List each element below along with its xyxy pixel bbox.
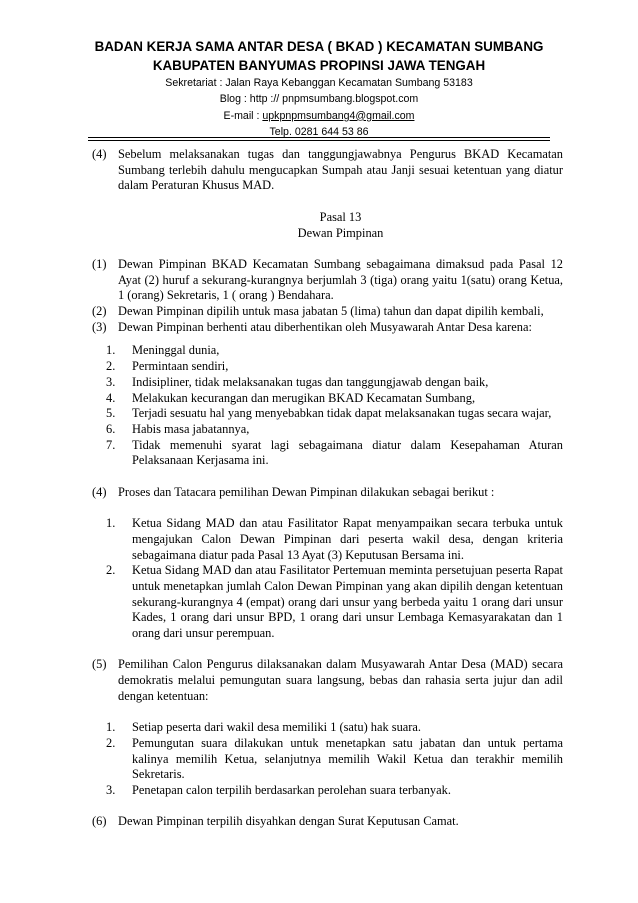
list-text: Setiap peserta dari wakil desa memiliki 1 (satu) hak suara. <box>132 720 422 735</box>
paragraph-2 <box>92 304 563 320</box>
list-text: Ketua Sidang MAD dan atau Fasilitator Pertemuan meminta persetujuan peserta Rapat untuk menetapkan jumlah Calon Dewan Pimpinan yang akan dipilih dengan ketentuan sekurang-kurangnya 4 (empat) orang dari unsur yang berbeda yaitu 1 orang dari unsur Kades, 1 orang dari unsur BPD, 1 orang dari unsur Lembaga Kemasyarakatan dan 1 orang dari unsur perempuan. <box>132 563 563 641</box>
letterhead <box>0 38 638 140</box>
list-text: Indisipliner, tidak melaksanakan tugas dan tanggungjawab dengan baik, <box>132 374 489 389</box>
paragraph-number: (5) <box>92 657 107 672</box>
list-text: Pemungutan suara dilakukan untuk menetapkan satu jabatan dan untuk pertama kalinya memilih Ketua, selanjutnya memilih Wakil Ketua dan terakhir memilih Sekretaris. <box>132 735 563 782</box>
list-text: Habis masa jabatannya, <box>132 421 250 436</box>
list-text: Meninggal dunia, <box>132 343 220 358</box>
paragraph-text: Dewan Pimpinan dipilih untuk masa jabatan 5 (lima) tahun dan dapat dipilih kembali, <box>118 304 544 318</box>
list-text: Terjadi sesuatu hal yang menyebabkan tidak dapat melaksanakan tugas secara wajar, <box>132 406 552 421</box>
document-body <box>92 147 563 830</box>
list-text: Permintaan sendiri, <box>132 359 229 374</box>
list-number: 3. <box>106 374 116 389</box>
paragraph-text: Dewan Pimpinan BKAD Kecamatan Sumbang sebagaimana dimaksud pada Pasal 12 Ayat (2) huruf a sekurang-kurangnya berjumlah 3 (tiga) orang yaitu 1(satu) orang Ketua, 1 (orang) Sekretaris, 1 ( orang ) Bendahara. <box>118 256 563 303</box>
paragraph-4-top <box>92 147 563 194</box>
header-divider-bottom <box>88 140 550 141</box>
letterhead-blog: Blog : http :// pnpmsumbang.blogspot.com <box>219 93 419 106</box>
paragraph-text: Pemilihan Calon Pengurus dilaksanakan dalam Musyawarah Antar Desa (MAD) secara demokratis melalui pemungutan suara langsung, bebas dan rahasia serta jujur dan adil dengan ketentuan: <box>118 657 563 703</box>
paragraph-1 <box>92 257 563 304</box>
paragraph-text: Sebelum melaksanakan tugas dan tanggungjawabnya Pengurus BKAD Kecamatan Sumbang terlebih dahulu mengucapkan Sumpah atau Janji sesuai ketentuan yang diatur dalam Peraturan Khusus MAD. <box>118 147 563 193</box>
paragraph-5 <box>92 657 563 704</box>
paragraph-number: (6) <box>92 814 107 829</box>
email-label: E-mail : <box>223 109 263 122</box>
paragraph-text: Dewan Pimpinan berhenti atau diberhentikan oleh Musyawarah Antar Desa karena: <box>118 319 532 334</box>
list-text: Melakukan kecurangan dan merugikan BKAD Kecamatan Sumbang, <box>132 390 476 405</box>
list-number: 1. <box>106 343 116 358</box>
list-item <box>106 422 563 438</box>
letterhead-line-1: BADAN KERJA SAMA ANTAR DESA ( BKAD ) KECAMATAN SUMBANG <box>94 39 544 54</box>
list-item <box>106 343 563 359</box>
paragraph-number: (3) <box>92 319 107 334</box>
letterhead-phone: Telp. 0281 644 53 86 <box>269 125 369 138</box>
list-item <box>106 563 563 642</box>
list-item <box>106 391 563 407</box>
paragraph-3 <box>92 320 563 336</box>
list-number: 6. <box>106 421 116 436</box>
list-item <box>106 359 563 375</box>
paragraph-4 <box>92 485 563 501</box>
list-item <box>106 438 563 469</box>
paragraph-text: Proses dan Tatacara pemilihan Dewan Pimpinan dilakukan sebagai berikut : <box>118 484 495 499</box>
paragraph-text: Dewan Pimpinan terpilih disyahkan dengan Surat Keputusan Camat. <box>118 814 459 829</box>
paragraph-6 <box>92 814 563 830</box>
list-number: 1. <box>106 720 116 735</box>
list-number: 1. <box>106 516 116 531</box>
list-number: 2. <box>106 735 116 750</box>
letterhead-address: Sekretariat : Jalan Raya Kebanggan Kecamatan Sumbang 53183 <box>165 77 473 89</box>
list-item <box>106 720 563 736</box>
paragraph-number: (2) <box>92 304 107 318</box>
list-item <box>106 783 563 799</box>
list-number: 2. <box>106 359 116 374</box>
list-item <box>106 516 563 563</box>
paragraph-number: (4) <box>92 484 107 499</box>
list-item <box>106 736 563 783</box>
list-item <box>106 406 563 422</box>
paragraph-number: (4) <box>92 147 107 161</box>
letterhead-line-2: KABUPATEN BANYUMAS PROPINSI JAWA TENGAH <box>152 58 486 73</box>
list-number: 4. <box>106 390 116 405</box>
pasal-subtitle: Dewan Pimpinan <box>297 225 384 240</box>
list-item <box>106 375 563 391</box>
email-link[interactable]: upkpnpmsumbang4@gmail.com <box>262 109 415 122</box>
list-text: Ketua Sidang MAD dan atau Fasilitator Rapat menyampaikan secara terbuka untuk mengajukan Calon Dewan Pimpinan dari peserta wakil desa, dengan kriteria sebagaimana diatur pada Pasal 13 Ayat (3) Keputusan Bersama ini. <box>132 516 563 562</box>
list-number: 3. <box>106 783 116 798</box>
list-text: Penetapan calon terpilih berdasarkan perolehan suara terbanyak. <box>132 783 451 798</box>
letterhead-email-line <box>0 108 638 124</box>
header-divider-top <box>88 137 550 138</box>
list-number: 2. <box>106 563 116 578</box>
pasal-title: Pasal 13 <box>319 209 362 224</box>
list-text: Tidak memenuhi syarat lagi sebagaimana diatur dalam Kesepahaman Aturan Pelaksanaan Kerjasama ini. <box>132 437 563 468</box>
list-number: 5. <box>106 406 116 421</box>
list-number: 7. <box>106 437 116 452</box>
paragraph-number: (1) <box>92 256 107 271</box>
